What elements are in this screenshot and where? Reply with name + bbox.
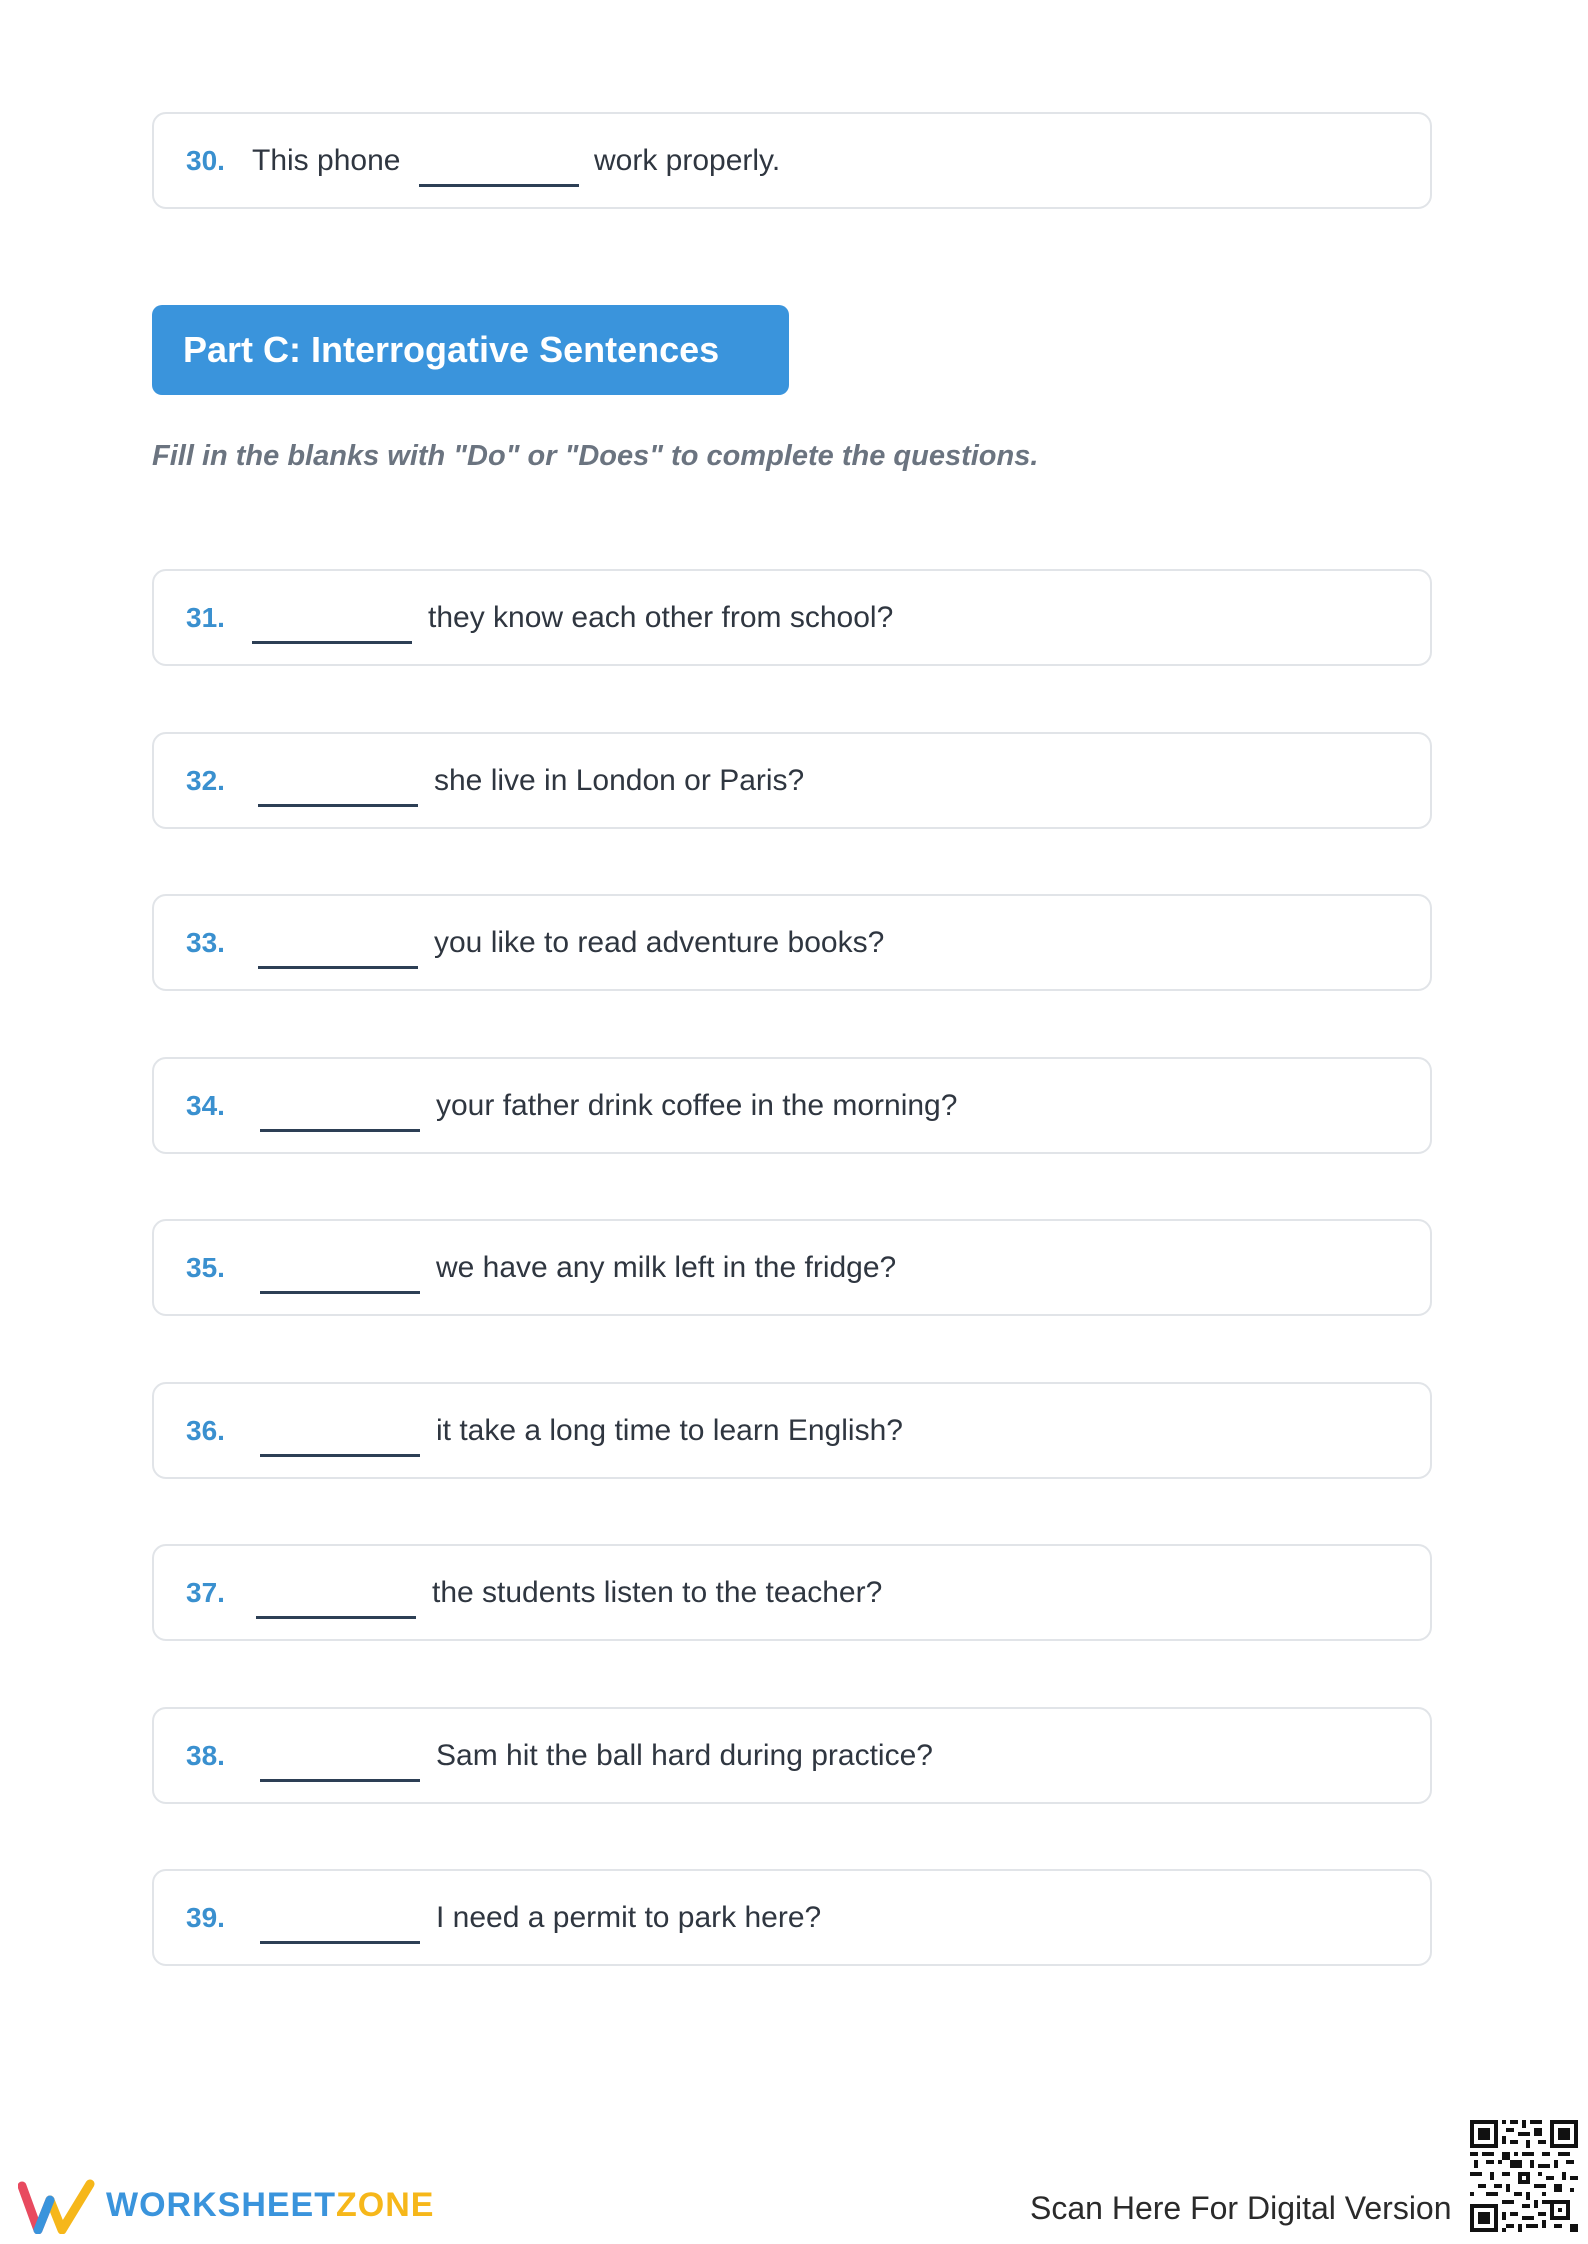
question-card <box>152 732 1432 829</box>
question-number: 36. <box>186 1415 225 1446</box>
question-number: 34. <box>186 1090 225 1121</box>
answer-blank[interactable] <box>252 641 412 644</box>
question-number: 38. <box>186 1740 225 1771</box>
section-instructions: Fill in the blanks with "Do" or "Does" to complete the questions. <box>152 440 1039 472</box>
question-text: I need a permit to park here? <box>436 1901 822 1934</box>
question-card-30 <box>152 112 1432 209</box>
question-card <box>152 1219 1432 1316</box>
question-card <box>152 1544 1432 1641</box>
question-number: 35. <box>186 1252 225 1283</box>
answer-blank[interactable] <box>260 1129 420 1132</box>
brand-name-part1: WORKSHEET <box>106 2186 336 2224</box>
answer-blank[interactable] <box>258 804 418 807</box>
answer-blank[interactable] <box>260 1941 420 1944</box>
question-card <box>152 1057 1432 1154</box>
question-card <box>152 1707 1432 1804</box>
question-number: 30. <box>186 145 225 176</box>
question-number: 37. <box>186 1577 225 1608</box>
question-text: it take a long time to learn English? <box>436 1414 903 1447</box>
answer-blank[interactable] <box>256 1616 416 1619</box>
answer-blank[interactable] <box>260 1779 420 1782</box>
qr-code-icon[interactable] <box>1470 2120 1578 2232</box>
question-text: your father drink coffee in the morning? <box>436 1089 958 1122</box>
section-header-part-c: Part C: Interrogative Sentences <box>152 305 789 395</box>
question-text: the students listen to the teacher? <box>432 1576 883 1609</box>
question-card <box>152 1869 1432 1966</box>
answer-blank[interactable] <box>419 184 579 187</box>
question-text: she live in London or Paris? <box>434 764 805 797</box>
question-card <box>152 1382 1432 1479</box>
question-number: 32. <box>186 765 225 796</box>
answer-blank[interactable] <box>258 966 418 969</box>
answer-blank[interactable] <box>260 1291 420 1294</box>
question-text: we have any milk left in the fridge? <box>436 1251 897 1284</box>
question-card <box>152 569 1432 666</box>
answer-blank[interactable] <box>260 1454 420 1457</box>
brand-name <box>106 2186 434 2225</box>
question-text-after: work properly. <box>594 144 781 177</box>
question-text: Sam hit the ball hard during practice? <box>436 1739 933 1772</box>
question-number: 31. <box>186 602 225 633</box>
question-number: 39. <box>186 1902 225 1933</box>
question-text: you like to read adventure books? <box>434 926 885 959</box>
worksheetzone-w-logo-icon <box>18 2178 96 2234</box>
question-number: 33. <box>186 927 225 958</box>
scan-instruction: Scan Here For Digital Version <box>1030 2190 1452 2226</box>
question-text-before: This phone <box>252 144 401 177</box>
question-card <box>152 894 1432 991</box>
brand-name-part2: ZONE <box>336 2186 435 2224</box>
question-text: they know each other from school? <box>428 601 894 634</box>
